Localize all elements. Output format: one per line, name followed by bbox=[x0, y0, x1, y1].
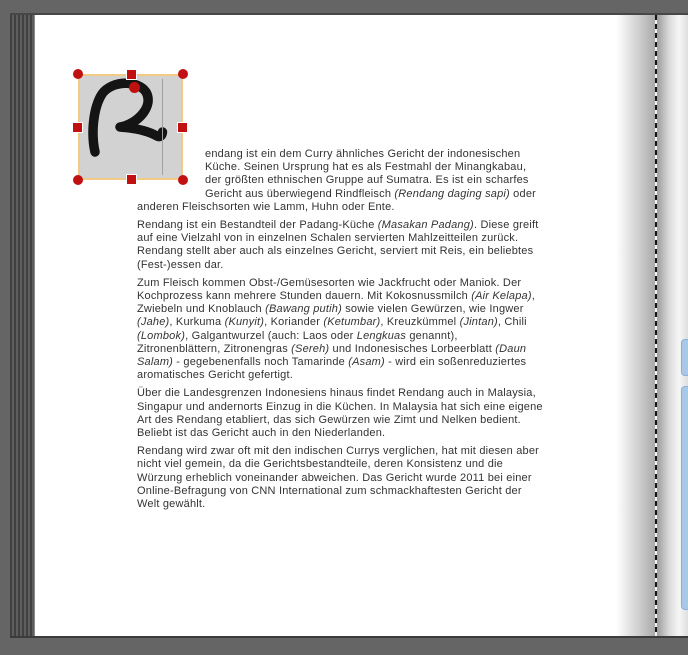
article-paragraph: Zum Fleisch kommen Obst-/Gemüsesorten wie Jackfrucht oder Maniok. Der Kochprozess kann mehrere Stunden dauern. Mit Kokosnussmilch (Air Kelapa), Zwiebeln und Knoblauch (Bawang putih) sowie vielen Gewürzen, wie Ingwer (Jahe), Kurkuma (Kunyit), Koriander (Ketumbar), Kreuzkümmel (Jintan), Chili (Lombok), Galgantwurzel (auch: Laos oder Lengkuas genannt), Zitronenblättern, Zitronengras (Sereh) und Indonesisches Lorbeerblatt (Daun Salam) - gegebenenfalls noch Tamarinde (Asam) - wird ein soßenreduziertes aromatisches Gericht gefertigt. bbox=[137, 276, 535, 382]
page-curl-shading-left bbox=[616, 15, 656, 636]
selection-handle-bottom-middle[interactable] bbox=[126, 174, 137, 185]
book-binding bbox=[10, 15, 35, 636]
article-paragraph: Rendang wird zwar oft mit den indischen Currys verglichen, hat mit diesen aber nicht viel gemein, da die Gerichtsbestandteile, deren Konsistenz und die Würzung erheblich voneinander abweichen. Das Gericht wurde 2011 bei einer Online-Befragung von CNN International zum schmackhaftesten Gericht der Welt gewählt. bbox=[137, 445, 540, 511]
selection-handle-top-left[interactable] bbox=[73, 69, 83, 79]
page-fold-dashed-line bbox=[655, 15, 657, 636]
selection-handle-bottom-left[interactable] bbox=[73, 175, 83, 185]
article-paragraph: Über die Landesgrenzen Indonesiens hinaus findet Rendang auch in Malaysia, Singapur und andernorts Einzug in die Küchen. In Malaysia hat sich eine eigene Art des Rendang etabliert, das sich Gewürzen wie Zimt und Nelken bedient. Beliebt ist das Gericht auch in den Niederlanden. bbox=[137, 387, 543, 440]
right-edge-tab-lower[interactable] bbox=[681, 386, 688, 610]
selection-handle-top-middle[interactable] bbox=[126, 69, 137, 80]
book-page[interactable] bbox=[10, 13, 688, 638]
article-text-frame[interactable] bbox=[137, 148, 544, 516]
selection-handle-top-right[interactable] bbox=[178, 69, 188, 79]
article-paragraph: Rendang ist ein Bestandteil der Padang-Küche (Masakan Padang). Diese greift auf eine Vielzahl von in einzelnen Schalen servierten Mahlzeitteilen zurück. Rendang stellt aber auch als einzelnes Gericht, serviert mit Reis, ein beliebtes (Fest-)essen dar. bbox=[137, 219, 539, 271]
frame-column-guide-line bbox=[162, 79, 163, 175]
selection-handle-bottom-right[interactable] bbox=[178, 175, 188, 185]
selection-handle-left-middle[interactable] bbox=[72, 122, 83, 133]
article-paragraph: endang ist ein dem Curry ähnliches Gericht der indonesischen Küche. Seinen Ursprung hat es als Festmahl der Minangkabau, der größten ethnischen Gruppe auf Sumatra. Es ist ein scharfes Gericht aus überwiegend Rindfleisch (Rendang daging sapi) oder anderen Fleischsorten wie Lamm, Huhn oder Ente. bbox=[137, 148, 536, 213]
selection-rotation-handle[interactable] bbox=[129, 82, 140, 93]
selection-handle-right-middle[interactable] bbox=[177, 122, 188, 133]
right-edge-tab-upper[interactable] bbox=[681, 339, 688, 376]
